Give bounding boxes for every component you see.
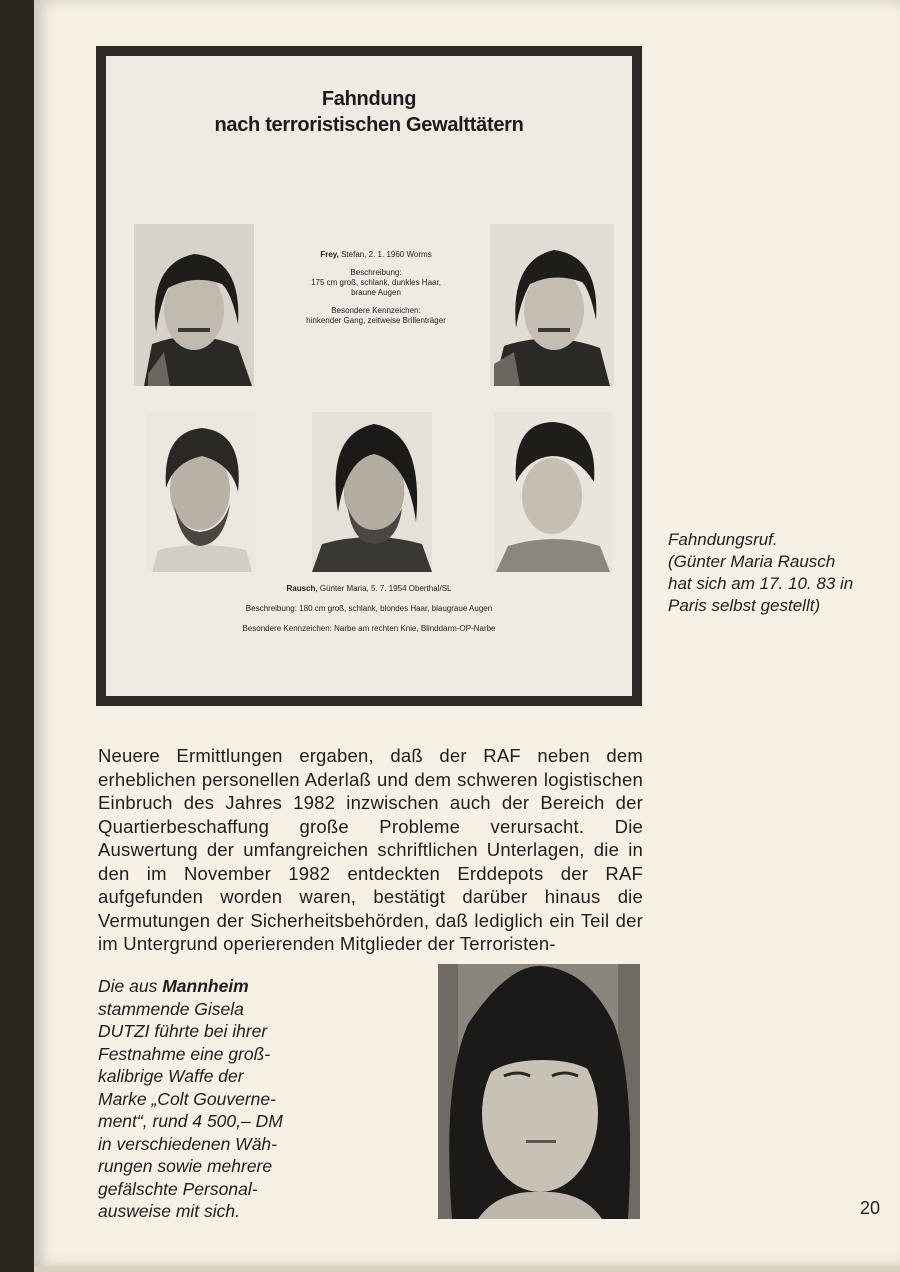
photo-rausch-2: [312, 412, 432, 572]
frey-info: Frey, Stefan, 2. 1. 1960 Worms Beschreibung: 175 cm groß, schlank, dunkles Haar, braune Augen Besondere Kennzeichen: hinkender Gang, zeitweise Brillenträger: [306, 250, 446, 325]
rausch-info: Rausch, Günter Maria, 5. 7. 1954 Oberthal/SL Beschreibung: 180 cm groß, schlank, blondes Haar, blaugraue Augen Besondere Kennzeichen: Narbe am rechten Knie, Blinddarm-OP-Narbe: [242, 584, 496, 633]
photo-rausch-3: [494, 412, 612, 572]
caption-right: Fahndungsruf. (Günter Maria Rausch hat sich am 17. 10. 83 in Paris selbst gestellt): [668, 530, 854, 615]
poster-title: Fahndung nach terroristischen Gewalttätern: [214, 88, 524, 136]
photo-frey-right: [490, 224, 614, 386]
photo-frey-left: [134, 224, 254, 386]
photo-rausch-1: [146, 412, 256, 572]
wanted-poster: [96, 46, 642, 706]
body-paragraph: Neuere Ermittlungen ergaben, daß der RAF neben dem erheblichen personellen Aderlaß und dem schweren logistischen Einbruch des Jahres 1982 inzwischen auch der Bereich der Quartierbeschaffung große Probleme verursacht. Die Auswertung der umfangreichen schriftlichen Unterlagen, die in den im November 1982 entdeckten Erddepots der RAF aufgefunden worden waren, bestätigt darüber hinaus die Vermutungen der Sicherheitsbehörden, daß lediglich ein Teil der im Untergrund operierenden Mitglieder der Terroristen-: [98, 745, 643, 954]
page-edge: [34, 1266, 900, 1272]
photo-gisela-dutzi: [438, 964, 640, 1219]
page-number: 20: [860, 1198, 881, 1218]
caption-left: Die aus Mannheim stammende Gisela DUTZI führte bei ihrer Festnahme eine groß- kalibrige Waffe der Marke „Colt Gouverne- ment“, rund 4 500,– DM in verschiedenen Wäh- rungen sowie mehrere gefälschte Personal- ausweise mit sich.: [98, 976, 283, 1221]
